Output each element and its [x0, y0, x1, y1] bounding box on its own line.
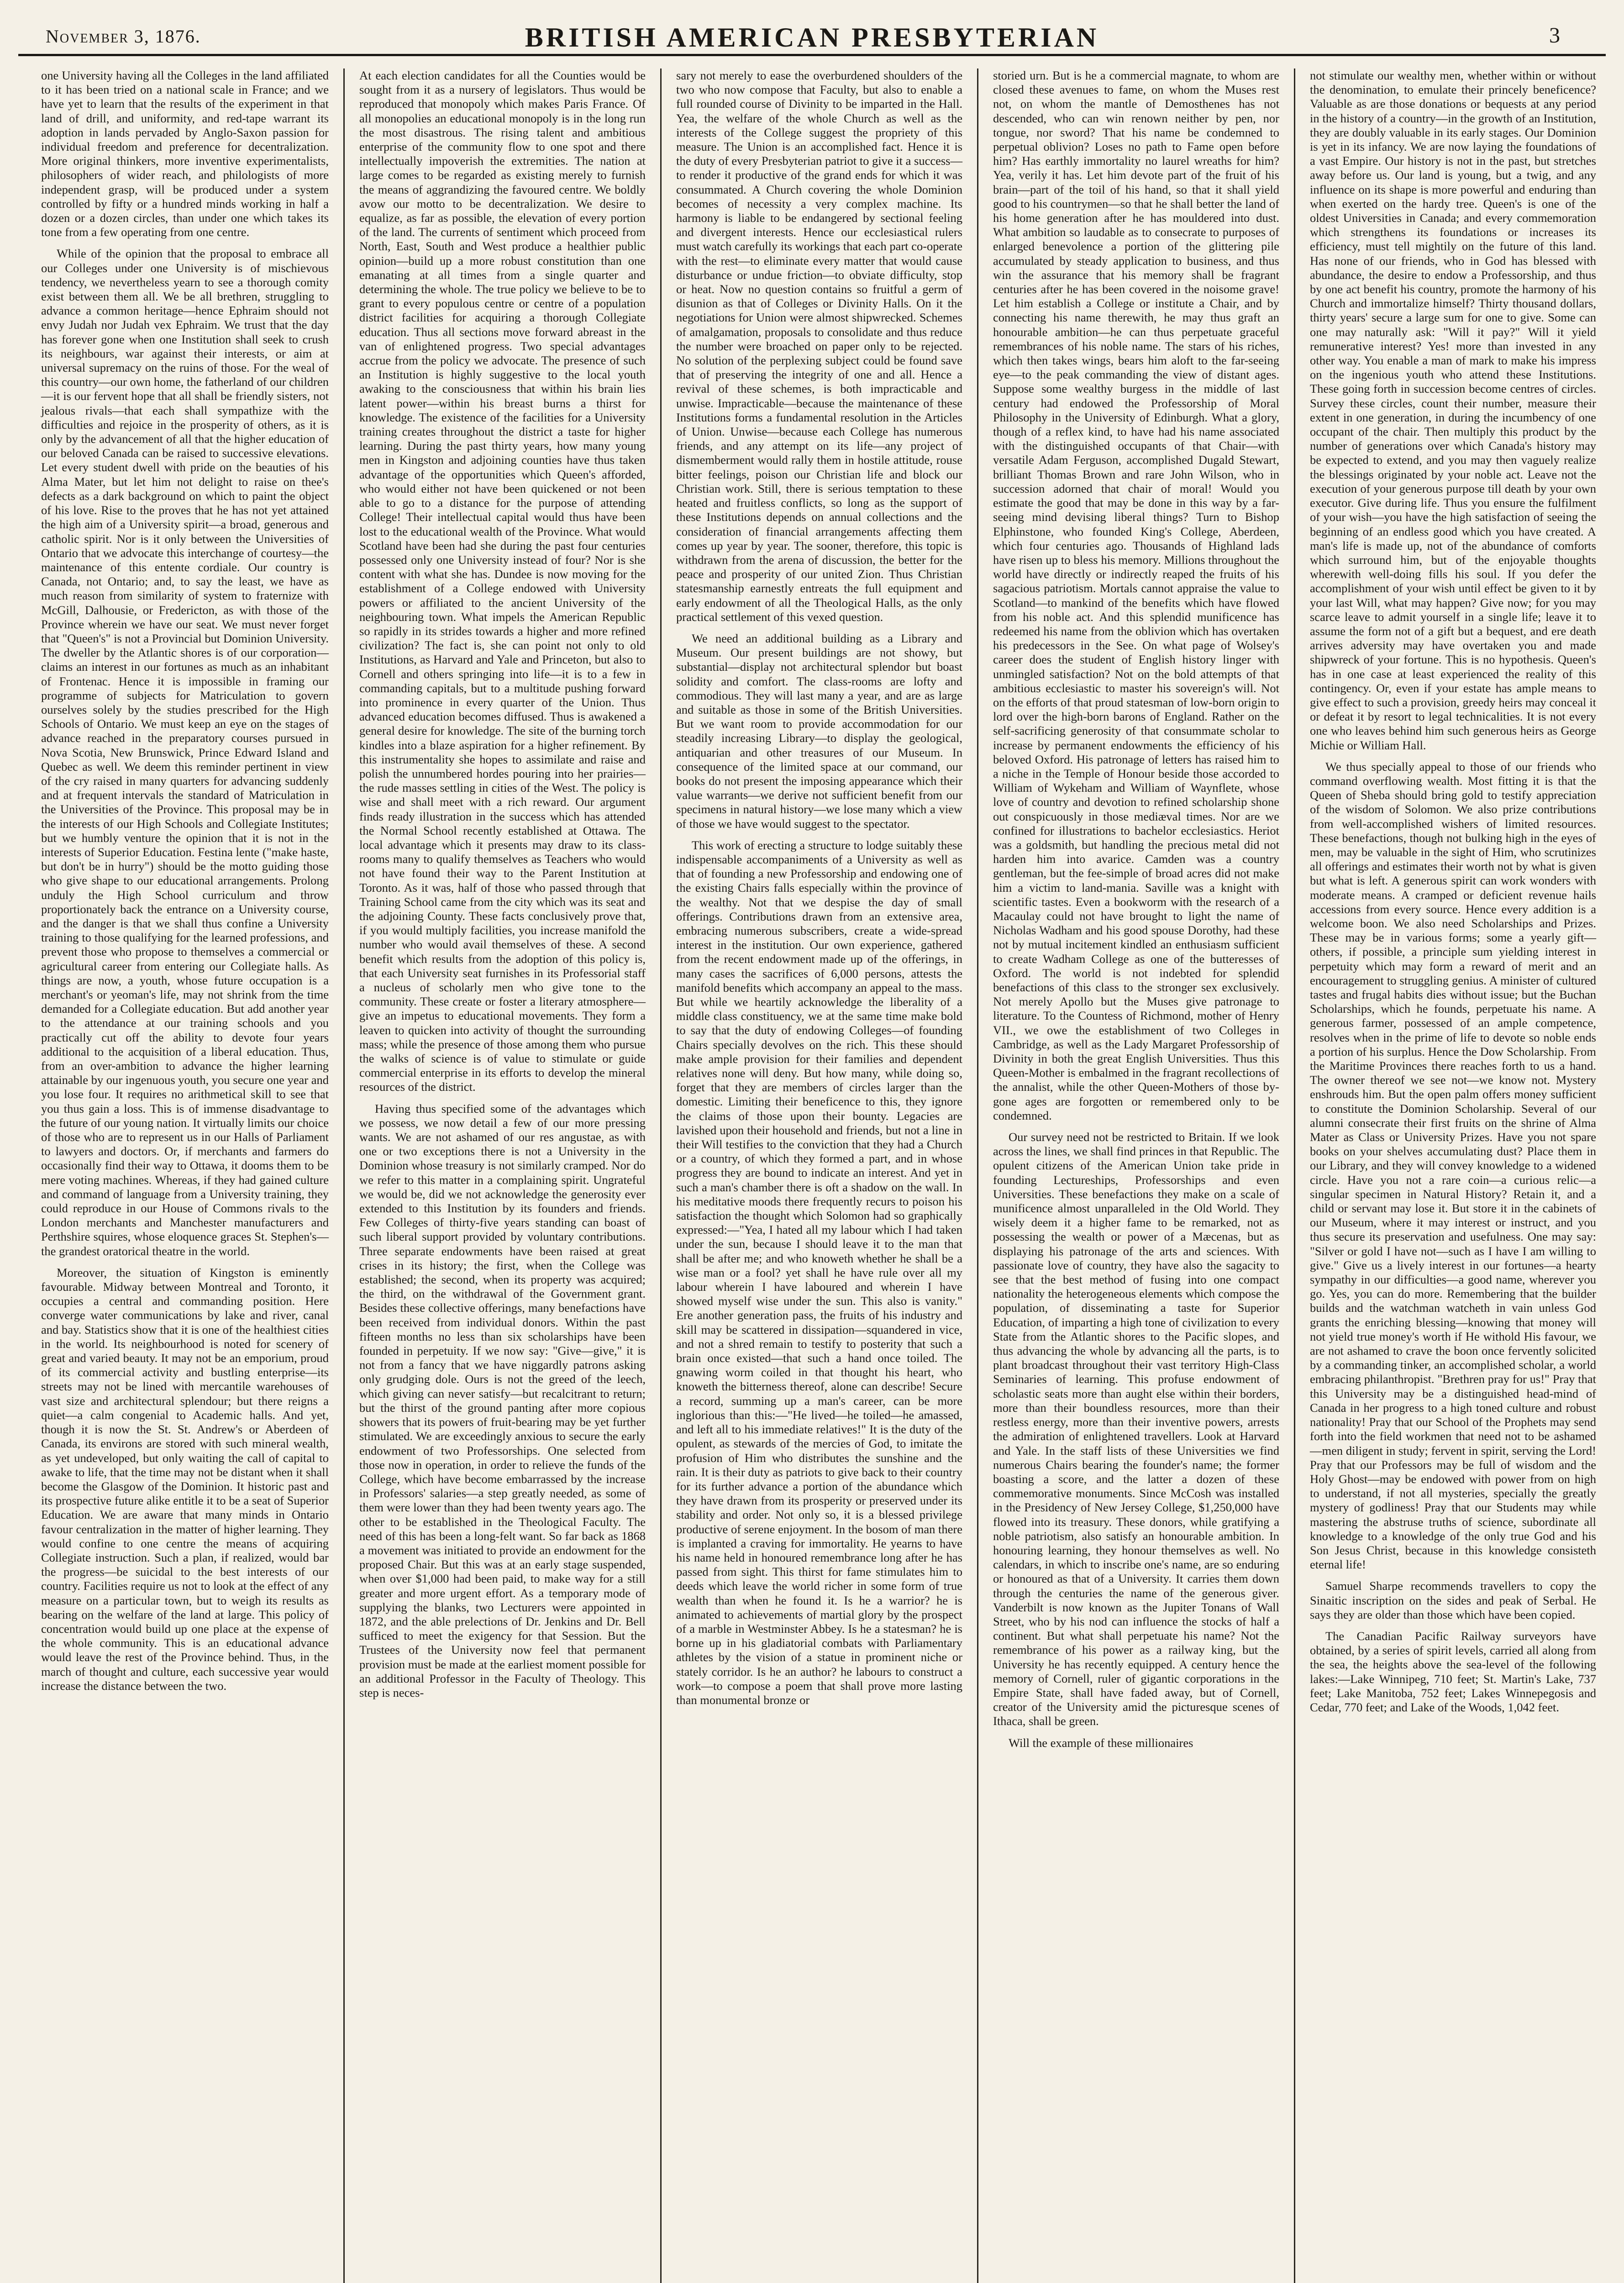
- page-number: 3: [1549, 23, 1560, 47]
- article-columns: [26, 68, 1611, 2283]
- column-3: [660, 68, 977, 2283]
- news-item-sinai: Samuel Sharpe recommends travellers to copy the Sinaitic inscription on the sides and peak of Serbal. He says they are older than those which have been copied.: [1310, 1579, 1596, 1621]
- paragraph: storied urn. But is he a commercial magnate, to whom are closed these avenues to fame, on whom the Muses rest not, on whom the mantle of Demosthenes has not descended, who can win renown neither by pen, nor tongue, nor sword? That his name be condemned to perpetual oblivion? Loses no path to Fame open before him? Has earthly immortality no laurel wreaths for him? Yea, verily it has. Let him devote part of the fruit of his brain—part of the toil of his hand, so that it shall yield good to his countrymen—so that he shall better the land of his home generation after he has mouldered into dust. What ambition so laudable as to consecrate to purposes of enlarged benevolence a portion of the glittering pile accumulated by steady application to business, and thus win the assurance that his memory shall be fragrant centuries after he has been covered in the noisome grave! Let him establish a College or institute a Chair, and by connecting his name therewith, he may thus graft an honourable ambition—he can thus perpetuate graceful remembrances of his noble name. The stars of his riches, which then takes wings, bears him aloft to the far-seeing eye—to the peak commanding the view of distant ages. Suppose some wealthy burgess in the middle of last century had endowed the Professorship of Moral Philosophy in the University of Edinburgh. What a glory, though of a reflex kind, to have had his name associated with the distinguished occupants of that Chair—with versatile Adam Ferguson, accomplished Dugald Stewart, brilliant Thomas Brown and rare John Wilson, who in succession adorned that chair of moral! Would you estimate the good that may be done in this way by a far-seeing mind devising liberal things? Turn to Bishop Elphinstone, who founded King's College, Aberdeen, which four centuries ago. Thousands of Highland lads have risen up to bless his memory. Millions throughout the world have directly or indirectly reaped the fruits of his sagacious patriotism. Mortals cannot appraise the value to Scotland—to mankind of the benefits which have flowed from his noble act. And this splendid munificence has redeemed his name from the oblivion which has overtaken his predecessors in the See. On what page of Wolsey's career does the student of English history linger with unmingled satisfaction? Not on the bold attempts of that ambitious ecclesiastic to master his sovereign's will. Not on the efforts of that proud statesman of low-born origin to lord over the high-born barons of England. Rather on the self-sacrificing generosity of that consummate scholar to increase by permanent endowments the efficiency of his beloved Oxford. His patronage of letters has raised him to a niche in the Temple of Honour beside those accorded to William of Wykeham and William of Waynflete, whose love of country and devotion to refined scholarship shone out conspicuously in those mediæval times. Nor are we confined for illustrations to bachelor ecclesiastics. Heriot was a goldsmith, but handling the precious metal did not harden him into avarice. Camden was a country gentleman, but the fee-simple of broad acres did not make him a victim to land-mania. Saville was a knight with scientific tastes. Even a bookworm with the research of a Macaulay could not have brought to light the name of Nicholas Wadham and his good spouse Dorothy, had these not by mutual incitement kindled an enthusiasm sufficient to create Wadham College as one of the butteresses of Oxford. The world is not indebted for splendid benefactions of this class to the stronger sex exclusively. Not merely Apollo but the Muses give patronage to literature. To the Countess of Richmond, mother of Henry VII., we owe the establishment of two Colleges in Cambridge, as well as the Lady Margaret Professorship of Divinity in both the great English Universities. Thus this Queen-Mother is embalmed in the fragrant recollections of the annalist, while the other Queen-Mothers of those by-gone ages are forgotten or remembered only to be condemned.: [993, 68, 1279, 1122]
- paragraph: At each election candidates for all the Counties would be sought from it as a nursery of legislators. Thus would be reproduced that monopoly which makes Paris France. Of all monopolies an educational monopoly is in the long run the most disastrous. The rising talent and ambitious enterprise of the community flow to one spot and there intellectually impoverish the extremities. The nation at large comes to be regarded as existing merely to furnish the means of aggrandizing the favoured centre. We boldly avow our motto to be decentralization. We desire to equalize, as far as possible, the elevation of every portion of the land. The currents of sentiment which proceed from North, East, South and West produce a healthier public opinion—build up a more robust constitution than one emanating at all times from a single quarter and determining the whole. The true policy we believe to be to grant to every populous centre or centre of a population district facilities for acquiring a thorough Collegiate education. Thus all sections move forward abreast in the van of enlightened progress. Two special advantages accrue from the policy we advocate. The presence of such an Institution is highly suggestive to the local youth awaking to the consciousness that within his brain lies latent power—within his breast burns a thirst for knowledge. The existence of the facilities for a University training creates throughout the district a taste for higher learning. During the past thirty years, how many young men in Kingston and adjoining counties have thus taken advantage of the opportunities which Queen's afforded, who would either not have been quickened or not been able to go to a distance for the purpose of attending College! Their intellectual capital would thus have been lost to the educational wealth of the Province. What would Scotland have been had she during the past four centuries possessed only one University instead of four? Nor is she content with what she has. Dundee is now moving for the establishment of a College endowed with University powers or affiliated to the ancient University of the neighbouring town. What impels the American Republic so rapidly in its strides towards a higher and more refined civilization? The fact is, she can point not only to old Institutions, as Harvard and Yale and Princeton, but also to Cornell and others springing into life—it is to a few in commanding capitals, but to a multitude pushing forward into prominence in every quarter of the Union. Thus advanced education becomes diffused. Thus is awakened a general desire for knowledge. The site of the burning torch kindles into a blaze aspiration for a higher refinement. By this instrumentality she hopes to assimilate and raise and polish the unnumbered hordes pouring into her prairies—the rude masses settling in cities of the West. The policy is wise and shall meet with a rich reward. Our argument finds ready illustration in the success which has attended the Normal School recently established at Ottawa. The local advantage which it presents may draw to its class-rooms many to qualify themselves as Teachers who would not have found their way to the Parent Institution at Toronto. As it was, half of those who passed through that Training School came from the city which was its seat and the adjoining County. These facts conclusively prove that, if you would multiply facilities, you increase manifold the number who would avail themselves of these. A second benefit which results from the adoption of this policy is, that each University seat furnishes in its Professorial staff a nucleus of scholarly men who give tone to the community. These create or foster a literary atmosphere—give an impetus to educational movements. They form a leaven to quicken into activity of thought the surrounding mass; while the presence of those among them who pursue the walks of science is of value to stimulate or guide commercial enterprise in its efforts to develop the mineral resources of the district.: [359, 68, 646, 1094]
- column-4: [977, 68, 1294, 2283]
- column-1: [26, 68, 343, 2283]
- paragraph: sary not merely to ease the overburdened shoulders of the two who now compose that Faculty, but also to enable a full rounded course of Divinity to be imparted in the Hall. Yea, the welfare of the whole Church as well as the interests of the College suggest the propriety of this measure. The Union is an accomplished fact. Hence it is the duty of every Presbyterian patriot to give it a success—to render it productive of the grand ends for which it was consummated. A Church covering the whole Dominion becomes of necessity a very complex machine. Its harmony is liable to be endangered by sectional feeling and divergent interests. Hence our ecclesiastical rulers must watch carefully its workings that each part co-operate with the rest—to eliminate every matter that would cause disturbance or undue friction—to obviate difficulty, stop or heat. Now no question contains so fruitful a germ of disunion as that of Colleges or Divinity Halls. On it the negotiations for Union were almost shipwrecked. Schemes of amalgamation, proposals to consolidate and thus reduce the number were broached on paper only to be rejected. No solution of the perplexing subject could be found save that of preserving the integrity of one and all. Hence a revival of these schemes, is both impracticable and unwise. Impracticable—because the maintenance of these Institutions forms a fundamental resolution in the Articles of Union. Unwise—because each College has numerous friends, and any attempt on its life—any project of dismemberment would rally them in hostile attitude, rouse bitter feelings, poison our Christian life and block our Christian work. Still, there is serious temptation to these heated and fruitless conflicts, so long as the support of these Institutions depends on annual collections and the consideration of financial arrangements affecting them comes up year by year. The sooner, therefore, this topic is withdrawn from the arena of discussion, the better for the peace and prosperity of our united Zion. Thus Christian statesmanship earnestly entreats the full equipment and early endowment of all the Theological Halls, as the only practical settlement of this vexed question.: [676, 68, 962, 624]
- column-2: [343, 68, 660, 2283]
- paragraph: We need an additional building as a Library and Museum. Our present buildings are not showy, but substantial—display not architectural splendor but boast solidity and comfort. The class-rooms are lofty and commodious. They will last many a year, and are as large and suitable as those in some of the British Universities. But we want room to provide accommodation for our steadily increasing Library—to display the geological, antiquarian and other treasures of our Museum. In consequence of the limited space at our command, our books do not present the imposing appearance which their value warrants—we derive not sufficient benefit from our specimens in natural history—we lose many which a view of those we have would suggest to the spectator.: [676, 631, 962, 831]
- page-header: [18, 10, 1606, 56]
- issue-date: November 3, 1876.: [46, 26, 201, 47]
- paragraph: While of the opinion that the proposal to embrace all our Colleges under one University is of mischievous tendency, we nevertheless yearn to see a thorough comity exist between them all. We be all brethren, struggling to advance a common heritage—hence Ephraim should not envy Judah nor Judah vex Ephraim. We trust that the day has forever gone when one Institution shall seek to crush its neighbours, war against their interests, or aim at universal supremacy on the ruins of those. For the weal of this country—our own home, the fatherland of our children—it is our fervent hope that all shall be friendly sisters, not jealous rivals—that each shall sympathize with the difficulties and rejoice in the prosperity of others, as it is only by the advancement of all that the higher education of our beloved Canada can be raised to successive elevations. Let every student dwell with pride on the beauties of his Alma Mater, but let him not delight to raise on thee's defects as a dark background on which to paint the object of his love. Rise to the proves that he has not yet attained the high aim of a University spirit—a broad, generous and catholic spirit. Nor is it only between the Universities of Ontario that we advocate this interchange of courtesy—the maintenance of this entente cordiale. Our country is Canada, not Ontario; and, to say the least, we have as much reason from similarity of system to fraternize with McGill, Dalhousie, or Fredericton, as with those of the Province wherein we have our seat. We must never forget that "Queen's" is not a Provincial but Dominion University. The dweller by the Atlantic shores is of our corporation—claims an interest in our fortunes as much as an inhabitant of Frontenac. Hence it is impossible in framing our programme of subjects for Matriculation to govern ourselves solely by the studies prescribed for the High Schools of Ontario. We must keep an eye on the stages of advance reached in the preparatory courses pursued in Nova Scotia, New Brunswick, Prince Edward Island and Quebec as well. We deem this reminder pertinent in view of the cry raised in many quarters for advancing suddenly and at frequent intervals the standard of Matriculation in the Universities of the Province. This proposal may be in the interests of our High Schools and Collegiate Institutes; but we humbly venture the opinion that it is not in the interests of Superior Education. Festina lente ("make haste, but don't be in hurry") should be the motto guiding those who give shape to our educational arrangements. Prolong unduly the High School curriculum and throw proportionately back the entrance on a University course, and the danger is that we shall thus confine a University training to those qualifying for the learned professions, and prevent those who propose to themselves a commercial or agricultural career from entering our Collegiate halls. As things are now, a youth, whose future occupation is a merchant's or yeoman's life, may not shrink from the time demanded for a Collegiate education. But add another year to the attendance at our training schools and you practically cut off the ability to devote four years additional to the acquisition of a liberal education. Thus, from an over-ambition to advance the higher learning attainable by our ingenuous youth, you secure one year and you lose four. It requires no arithmetical skill to see that you thus gain a loss. This is of immense disadvantage to the future of our young nation. It virtually limits our choice of those who are to represent us in our Halls of Parliament to lawyers and doctors. Or, if merchants and farmers do occasionally find their way to Ottawa, it dooms them to be mere voting machines. Whereas, if they had gained culture and command of language from a University training, they could reproduce in our House of Commons rivals to the London merchants and Manchester manufacturers and Perthshire squires, whose eloquence graces St. Stephen's—the grandest oratorical theatre in the world.: [41, 247, 329, 1258]
- paragraph: Our survey need not be restricted to Britain. If we look across the lines, we shall find princes in that Republic. The opulent citizens of the American Union take pride in founding Lectureships, Professorships and even Universities. These benefactions they make on a scale of munificence almost unparalleled in the Old World. They wisely deem it a higher fame to be remarked, not as possessing the wealth or power of a Mæcenas, but as displaying his patronage of the arts and sciences. With passionate love of country, they have also the sagacity to see that the best method of fusing into one compact nationality the heterogeneous elements which compose the population, of disseminating a taste for Superior Education, of imparting a high tone of civilization to every State from the Atlantic shores to the Pacific slopes, and thus advancing the whole by advancing all the parts, is to plant broadcast throughout their vast territory High-Class Seminaries of learning. This profuse endowment of scholastic seats more than aught else within their borders, more than their boundless resources, more than their restless energy, more than their inventive powers, arrests the admiration of enlightened travellers. Look at Harvard and Yale. In the staff lists of these Universities we find numerous Chairs bearing the founder's name; the former boasting a score, and the latter a dozen of these commemorative monuments. Since McCosh was installed in the Presidency of New Jersey College, $1,250,000 have flowed into its treasury. These donors, while gratifying a noble patriotism, also satisfy an honourable ambition. In honouring learning, they honour themselves as well. No calendars, in which to inscribe one's name, are so enduring or honoured as that of a University. It carries them down through the centuries the name of the generous giver. Vanderbilt is now known as the Jupiter Tonans of Wall Street, who by his nod can influence the stocks of half a continent. But what shall perpetuate his name? Not the remembrance of his power as a railway king, but the University he has recently equipped. A century hence the memory of Cornell, ruler of gigantic corporations in the Empire State, shall have faded away, but of Cornell, creator of the University amid the picturesque scenes of Ithaca, shall be green.: [993, 1130, 1279, 1728]
- news-item-railway-survey: The Canadian Pacific Railway surveyors have obtained, by a series of spirit levels, carried all along from the sea, the heights above the sea-level of the following lakes:—Lake Winnipeg, 710 feet; St. Martin's Lake, 737 feet; Lake Manitoba, 752 feet; Lakes Winnepegosis and Cedar, 770 feet; and Lake of the Woods, 1,042 feet.: [1310, 1629, 1596, 1714]
- newspaper-title: BRITISH AMERICAN PRESBYTERIAN: [525, 22, 1099, 53]
- paragraph: This work of erecting a structure to lodge suitably these indispensable accompaniments of a University as well as that of founding a new Professorship and endowing one of the existing Chairs falls especially within the province of the wealthy. Not that we despise the day of small offerings. Contributions drawn from an extensive area, embracing numerous subscribers, create a wide-spread interest in the institution. Our own experience, gathered from the recent endowment made up of the offerings, in many cases the sacrifices of 6,000 persons, attests the manifold benefits which accompany an appeal to the mass. But while we heartily acknowledge the liberality of a middle class constituency, we at the same time make bold to say that the duty of endowing Colleges—of founding Chairs specially devolves on the rich. This these should make ample provision for their families and dependent relatives none will deny. But how many, while doing so, forget that they are members of circles larger than the domestic. Limiting their beneficence to this, they ignore the claims of those upon their bounty. Legacies are lavished upon their household and friends, but not a line in their Will testifies to the conviction that they had a Church or a country, of which they formed a part, and in whose progress they are bound to indicate an interest. And yet in such a man's chamber there is oft a shadow on the wall. In his meditative moods there frequently recurs to poison his satisfaction the thought which Solomon had so graphically expressed:—"Yea, I hated all my labour which I had taken under the sun, because I should leave it to the man that shall be after me; and who knoweth whether he shall be a wise man or a fool? yet shall he have rule over all my labour wherein I have laboured and wherein I have showed myself wise under the sun. This also is vanity." Ere another generation pass, the fruits of his industry and skill may be scattered in dissipation—squandered in vice, and not a shred remain to testify to posterity that such a brain once existed—that such a hand once toiled. The gnawing worm coiled in that thought his heart, who knoweth the bitterness thereof, alone can describe! Secure a record, summing up a man's career, can be more inglorious than this:—"He lived—he toiled—he amassed, and left all to his immediate relatives!" It is the duty of the opulent, as stewards of the mercies of God, to imitate the profusion of Him who distributes the sunshine and the rain. It is their duty as patriots to give back to their country for its further advance a portion of the abundance which they have drawn from its prosperity or preserved under its stability and order. Not only so, it is a blessed privilege productive of serene enjoyment. In the bosom of man there is implanted a craving for immortality. He yearns to have his name held in honoured remembrance long after he has passed from sight. This thirst for fame stimulates him to deeds which leave the world richer in some form of true wealth than when he found it. Is he a warrior? he is animated to achievements of martial glory by the prospect of a marble in Westminster Abbey. Is he a statesman? he is borne up in his gladiatorial combats with Parliamentary athletes by the vision of a statue in prominent niche or stately corridor. Is he an author? he labours to construct a work—to compose a poem that shall prove more lasting than monumental bronze or: [676, 838, 962, 1707]
- paragraph: Will the example of these millionaires: [1009, 1736, 1193, 1750]
- paragraph: We thus specially appeal to those of our friends who command overflowing wealth. Most fitting it is that the Queen of Sheba should bring gold to testify appreciation of the wisdom of Solomon. We also prize contributions from well-accomplished wishers of limited resources. These benefactions, though not bulking high in the eyes of men, may be valuable in the sight of Him, who scrutinizes all offerings and estimates their worth not by what is given but what is left. A generous spirit can work wonders with moderate means. A cramped or deficient revenue hails accessions from every source. Hence every addition is a welcome boon. We also need Scholarships and Prizes. These may be in various forms; some a yearly gift—others, if possible, a principle sum yielding interest in perpetuity which may form a reward of merit and an encouragement to struggling genius. A minister of cultured tastes and frugal habits dies without issue; but the Buchan Scholarships, which he founds, perpetuate his name. A generous farmer, possessed of an ample competence, resolves when in the prime of life to devote so noble ends a portion of his surplus. Hence the Dow Scholarship. From the Maritime Provinces there reaches forth to us a hand. The owner thereof we see not—we know not. Mystery enshrouds him. But the open palm offers money sufficient to constitute the Dominion Scholarship. Several of our alumni consecrate their first fruits on the shrine of Alma Mater as Class or University Prizes. Have you not spare books on your shelves accumulating dust? Place them in our Library, and they will convey knowledge to a widened circle. Have you not a rare coin—a curious relic—a singular specimen in Natural History? Retain it, and a child or servant may lose it. But store it in the cabinets of our Museum, where it may interest or instruct, and you thus secure its preservation and usefulness. One may say: "Silver or gold I have not—such as I have I am willing to give." Give us a lively interest in our fortunes—a hearty sympathy in our difficulties—a good name, wherever you go. Yes, you can do more. Remembering that the builder builds and the watchman watcheth in vain unless God grants the enriching blessing—knowing that money will not yield true money's worth if He withold His favour, we are not ashamed to crave the boon once fervently solicited by a commanding tinker, an accomplished scholar, a world embracing philanthropist. "Brethren pray for us!" Pray that this University may be a distinguished head-mind of Canada in her progress to a high toned culture and robust nationality! Pray that our School of the Prophets may send forth into the field workmen that need not to be ashamed—men diligent in study; fervent in spirit, serving the Lord! Pray that our Professors may be full of wisdom and the Holy Ghost—may be endowed with power from on high to understand, if not all mysteries, specially the greatly mystery of godliness! Pray that our Students may while mastering the abstruse truths of science, subordinate all knowledge to a knowledge of the only true God and his Son Jesus Christ, because in this knowledge consisteth eternal life!: [1310, 759, 1596, 1572]
- paragraph: Moreover, the situation of Kingston is eminently favourable. Midway between Montreal and Toronto, it occupies a central and commanding position. Here converge water communications by lake and river, canal and bay. Statistics show that it is one of the healthiest cities in the world. Its neighbourhood is noted for scenery of great and varied beauty. It may not be an emporium, proud of its commercial activity and bustling enterprise—its streets may not be lined with mercantile warehouses of vast size and architectural splendour; but there reigns a quiet—a calm congenial to Academic halls. And yet, though it is now the St. St. Andrew's or Aberdeen of Canada, its environs are stored with such mineral wealth, as yet undeveloped, but only waiting the call of capital to awake to life, that the time may not be distant when it shall become the Glasgow of the Dominion. It historic past and its prospective future alike entitle it to be a seat of Superior Education. We are aware that many minds in Ontario favour centralization in the matter of higher learning. They would confine to one centre the means of acquiring Collegiate instruction. Such a plan, if realized, would bar the progress—be suicidal to the best interests of our country. Facilities require us not to look at the effect of any measure on a particular town, but to weigh its results as bearing on the welfare of the land at large. This policy of concentration would build up one place at the expense of the whole community. This is an educational advance would leave the rest of the Province behind. Thus, in the march of thought and culture, each successive year would increase the distance between the two.: [41, 1265, 329, 1693]
- paragraph: Having thus specified some of the advantages which we possess, we now detail a few of our more pressing wants. We are not ashamed of our res angustae, as with one or two exceptions there is not a University in the Dominion whose treasury is not similarly cramped. Nor do we refer to this matter in a complaining spirit. Ungrateful we would be, did we not acknowledge the generosity ever extended to this Institution by its founders and friends. Few Colleges of thirty-five years standing can boast of such liberal support provided by voluntary contributions. Three separate endowments have been raised at great crises in its history; the first, when the College was established; the second, when its property was acquired; the third, on the withdrawal of the Government grant. Besides these collective offerings, many benefactions have been received from individual donors. Within the past fifteen months no less than six scholarships have been founded in perpetuity. If we now say: "Give—give," it is not from a fancy that we have niggardly patrons asking only grudging dole. Ours is not the greed of the leech, which giving can never satisfy—but recalcitrant to return; but the thirst of the ground panting after more copious showers that its powers of fruit-bearing may be yet further stimulated. We are exceedingly anxious to secure the early endowment of two Professorships. One selected from those now in operation, in order to relieve the funds of the College, which have become embarrassed by the increase in Professors' salaries—a step greatly needed, as some of them were lower than they had been twenty years ago. The other to be established in the Theological Faculty. The need of this has been a long-felt want. So far back as 1868 a movement was initiated to provide an endowment for the proposed Chair. But this was at an early stage suspended, when over $1,000 had been paid, to make way for a still greater and more urgent effort. As a temporary mode of supplying the blanks, two Lecturers were appointed in 1872, and the able prelections of Dr. Jenkins and Dr. Bell sufficed to meet the exigency for that Session. But the Trustees of the University now feel that permanent provision must be made at the earliest moment possible for an additional Professor in the Faculty of Theology. This step is neces-: [359, 1101, 646, 1699]
- paragraph: one University having all the Colleges in the land affiliated to it has been tried on a national scale in France; and we have yet to learn that the results of the experiment in that land of drill, and uniformity, and red-tape warrant its adoption in lands pervaded by Anglo-Saxon passion for individual freedom and preference for decentralization. More original thinkers, more inventive experimentalists, philosophers of wider reach, and philologists of more independent grasp, will be produced under a system controlled by fifty or a hundred minds working in half a dozen or a dozen circles, than under one which takes its tone from a few operating from one centre.: [41, 68, 329, 239]
- paragraph: not stimulate our wealthy men, whether within or without the denomination, to emulate their princely beneficence? Valuable as are those donations or bequests at any period in the history of a country—in the growth of an Institution, they are doubly valuable in its early stages. Our Dominion is yet in its infancy. We are now laying the foundations of a vast Empire. Our history is not in the past, but stretches away before us. Our land is young, but a twig, and any influence on its shape is more powerful and enduring than when exerted on the hardy tree. Queen's is one of the oldest Universities in Canada; and every commemoration which strengthens its foundations or increases its efficiency, must tell mightily on the future of this land. Has none of our friends, who in God has blessed with abundance, the desire to endow a Professorship, and thus by one act benefit his country, promote the harmony of his Church and immortalize himself? Thirty thousand dollars, thirty years' secure a large sum for one to give. Some can one may naturally ask: "Will it pay?" Will it yield remunerative interest? Yes! more than invested in any other way. You enable a man of mark to make his impress on the ingenious youth who attend these Institutions. These going forth in succession become centres of circles. Survey these circles, count their number, measure their extent in one generation, in during the incumbency of one occupant of the chair. Then multiply this product by the number of generations over which Canada's history may be expected to extend, and you may then vaguely realize the blessings originated by your noble act. Leave not the execution of your generous purpose till death by your own executor. Give during life. Thus you ensure the fulfilment of your wish—you have the high satisfaction of seeing the beginning of an endless good which you have created. A man's life is made up, not of the abundance of comforts which surround him, but of the enjoyable thoughts wherewith well-doing fills his soul. If you defer the accomplishment of your wish until effect be given to it by your last Will, what may happen? Give now; for you may scarce leave to admit yourself in a single life; leave it to assume the form not of a gift but a bequest, and ere death arrives adversity may have overtaken you and made shipwreck of your fortune. This is no hypothesis. Queen's has in one case at least experienced the reality of this contingency. Or, even if your estate has ample means to give effect to such a provision, greedy heirs may conceal it or defeat it by resort to legal technicalities. It is not every one who leaves behind him such generous heirs as George Michie or William Hall.: [1310, 68, 1596, 752]
- column-5: [1294, 68, 1611, 2283]
